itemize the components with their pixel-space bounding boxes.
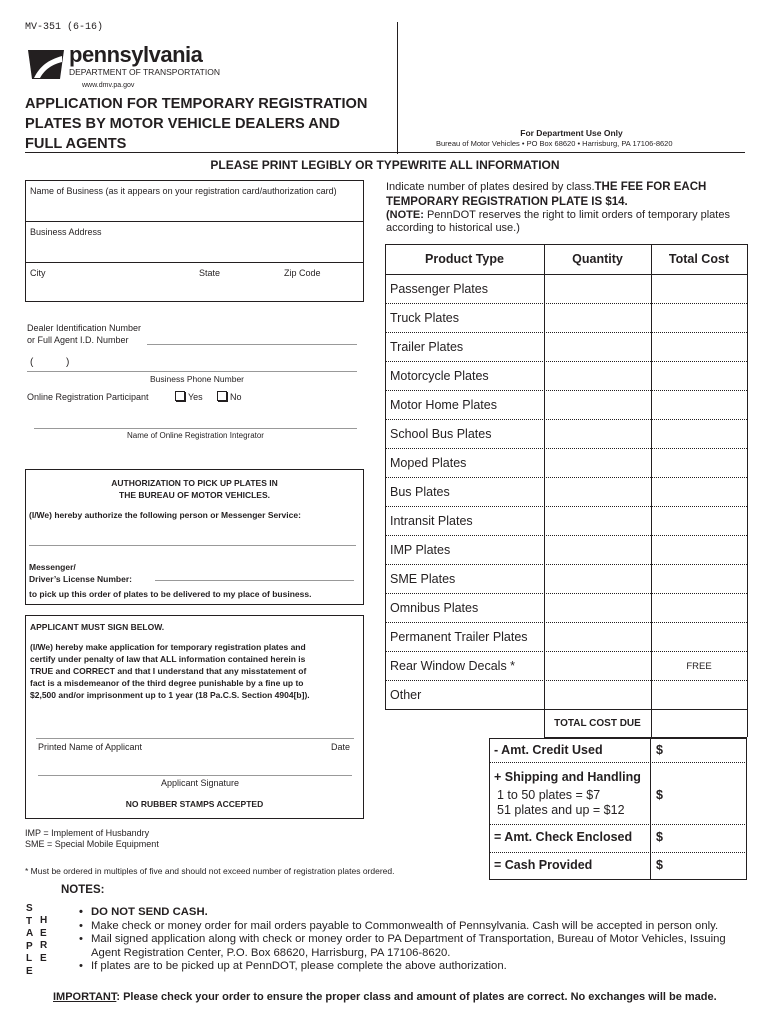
check-dollar: $ bbox=[656, 830, 663, 844]
staple-col-1 bbox=[26, 903, 33, 978]
quantity-input[interactable] bbox=[546, 392, 649, 417]
order-fee-text: THE FEE FOR EACH bbox=[594, 181, 707, 193]
license-number-input[interactable] bbox=[155, 580, 354, 581]
staple-letter: H bbox=[40, 915, 48, 926]
note-label: (NOTE: bbox=[386, 209, 424, 221]
no-label: No bbox=[230, 392, 242, 402]
product-type-cell: Trailer Plates bbox=[390, 340, 464, 354]
product-type-cell: Moped Plates bbox=[390, 456, 467, 470]
brand-name: pennsylvania bbox=[69, 42, 203, 67]
integrator-input[interactable] bbox=[34, 428, 357, 429]
authorization-title bbox=[25, 477, 364, 501]
no-checkbox[interactable] bbox=[217, 391, 227, 401]
product-type-cell: School Bus Plates bbox=[390, 427, 492, 441]
online-no-option[interactable] bbox=[217, 391, 242, 402]
notes-title: NOTES: bbox=[61, 884, 105, 896]
signature-label: Applicant Signature bbox=[160, 778, 240, 788]
business-name-label: Name of Business (as it appears on your registration card/authorization card) bbox=[30, 186, 337, 196]
date-label: Date bbox=[331, 742, 351, 752]
printed-name-label: Printed Name of Applicant bbox=[38, 742, 143, 752]
note-text: PennDOT reserves the right to limit orders of temporary plates bbox=[423, 209, 730, 221]
cash-dollar: $ bbox=[656, 858, 663, 872]
dealer-id-input[interactable] bbox=[147, 344, 357, 345]
certification-text bbox=[30, 641, 310, 701]
form-title bbox=[25, 94, 367, 154]
title-line: APPLICATION FOR TEMPORARY REGISTRATION bbox=[25, 96, 368, 112]
note-text-2: according to historical use.) bbox=[386, 222, 520, 234]
license-label-line: Driver’s License Number: bbox=[29, 574, 132, 584]
note-item: • If plates are to be picked up at PennDOT, please complete the above authorization. bbox=[79, 960, 739, 974]
credit-dollar: $ bbox=[656, 743, 663, 757]
quantity-input[interactable] bbox=[546, 682, 649, 707]
quantity-input[interactable] bbox=[546, 363, 649, 388]
quantity-input[interactable] bbox=[546, 421, 649, 446]
credit-used-label: - Amt. Credit Used bbox=[494, 743, 603, 757]
quantity-input[interactable] bbox=[546, 653, 649, 678]
no-stamps-label: NO RUBBER STAMPS ACCEPTED bbox=[125, 799, 264, 809]
quantity-input[interactable] bbox=[546, 566, 649, 591]
title-line: FULL AGENTS bbox=[25, 136, 127, 152]
certification-line: (I/We) hereby make application for temporary registration plates and bbox=[30, 642, 306, 652]
product-type-cell: Motor Home Plates bbox=[390, 398, 497, 412]
staple-letter: E bbox=[26, 965, 33, 977]
product-type-cell: Permanent Trailer Plates bbox=[390, 630, 528, 644]
certification-line: certify under penalty of law that ALL information contained herein is bbox=[30, 654, 306, 664]
staple-letter: E bbox=[40, 952, 47, 964]
signature-input[interactable] bbox=[38, 775, 352, 776]
product-type-cell: IMP Plates bbox=[390, 543, 451, 557]
authorization-statement: (I/We) hereby authorize the following person or Messenger Service: bbox=[29, 510, 301, 520]
important-text: : Please check your order to ensure the proper class and amount of plates are correct. No exchanges will be made. bbox=[116, 991, 717, 1003]
certification-line: $2,500 and/or imprisonment up to 1 year (18 Pa.C.S. Section 4904[b]). bbox=[30, 690, 310, 700]
online-yes-option[interactable] bbox=[175, 391, 203, 402]
table-header: Total Cost bbox=[668, 252, 730, 266]
staple-letter: R bbox=[40, 940, 48, 951]
dealer-id-label-2: or Full Agent I.D. Number bbox=[27, 335, 129, 345]
shipping-label: + Shipping and Handling bbox=[494, 770, 641, 784]
staple-letter: S bbox=[26, 903, 33, 914]
messenger-service-input[interactable] bbox=[29, 545, 356, 546]
title-line: PLATES BY MOTOR VEHICLE DEALERS AND bbox=[25, 116, 340, 132]
sme-abbrev: SME = Special Mobile Equipment bbox=[25, 839, 159, 849]
table-header: Quantity bbox=[572, 252, 623, 266]
product-type-cell: Passenger Plates bbox=[390, 282, 488, 296]
table-header: Product Type bbox=[425, 252, 504, 266]
phone-input[interactable] bbox=[27, 371, 357, 372]
ship-rate-2: 51 plates and up = $12 bbox=[497, 803, 625, 817]
total-cost-cell: FREE bbox=[686, 661, 712, 672]
authorization-title-line: AUTHORIZATION TO PICK UP PLATES IN bbox=[111, 478, 278, 488]
product-type-cell: Omnibus Plates bbox=[390, 601, 479, 615]
brand-dept: DEPARTMENT OF TRANSPORTATION bbox=[69, 67, 220, 77]
yes-label: Yes bbox=[188, 392, 203, 402]
quantity-input[interactable] bbox=[546, 305, 649, 330]
product-type-cell: Intransit Plates bbox=[390, 514, 473, 528]
business-address-input[interactable] bbox=[30, 237, 358, 259]
city-label: City bbox=[30, 268, 46, 278]
abbreviations bbox=[25, 828, 159, 850]
quantity-input[interactable] bbox=[546, 624, 649, 649]
dealer-id-label-1: Dealer Identification Number bbox=[27, 323, 142, 333]
brand-url: www.dmv.pa.gov bbox=[82, 82, 135, 89]
cash-provided-label: = Cash Provided bbox=[494, 858, 593, 872]
ship-rate-1: 1 to 50 plates = $7 bbox=[497, 788, 601, 802]
imp-abbrev: IMP = Implement of Husbandry bbox=[25, 828, 150, 838]
quantity-input[interactable] bbox=[546, 450, 649, 475]
order-fee-amount: TEMPORARY REGISTRATION PLATE IS $14. bbox=[386, 196, 628, 208]
quantity-input[interactable] bbox=[546, 276, 649, 301]
city-state-zip-input[interactable] bbox=[30, 278, 358, 298]
keystone-logo-icon bbox=[26, 46, 66, 80]
product-type-cell: SME Plates bbox=[390, 572, 456, 586]
form-id: MV-351 (6-16) bbox=[25, 22, 104, 33]
product-type-cell: Truck Plates bbox=[390, 311, 460, 325]
quantity-input[interactable] bbox=[546, 479, 649, 504]
zip-label: Zip Code bbox=[284, 268, 321, 278]
order-intro bbox=[386, 179, 751, 209]
phone-paren-open: ( bbox=[30, 357, 34, 368]
business-name-input[interactable] bbox=[30, 196, 358, 218]
yes-checkbox[interactable] bbox=[175, 391, 185, 401]
order-intro-text: Indicate number of plates desired by class. bbox=[386, 181, 595, 193]
phone-label: Business Phone Number bbox=[149, 374, 245, 384]
staple-col-2 bbox=[40, 915, 47, 965]
certification-line: fact is a misdemeanor of the third degree punishable by a fine up to bbox=[30, 678, 304, 688]
quantity-input[interactable] bbox=[546, 595, 649, 620]
check-enclosed-label: = Amt. Check Enclosed bbox=[494, 830, 633, 844]
certification-line: TRUE and CORRECT and that I understand that any misstatement of bbox=[30, 666, 307, 676]
state-label: State bbox=[199, 268, 221, 278]
staple-letter: E bbox=[40, 927, 47, 939]
dept-use-label: For Department Use Only bbox=[520, 128, 623, 138]
printed-name-input[interactable] bbox=[36, 738, 354, 739]
important-label: IMPORTANT bbox=[53, 991, 117, 1003]
quantity-input[interactable] bbox=[546, 508, 649, 533]
total-cost-due-input[interactable] bbox=[653, 711, 745, 735]
staple-letter: T bbox=[26, 915, 33, 927]
footnote: * Must be ordered in multiples of five and should not exceed number of registration plates ordered. bbox=[25, 866, 395, 876]
staple-letter: P bbox=[26, 940, 33, 952]
order-note bbox=[386, 209, 730, 235]
quantity-input[interactable] bbox=[546, 537, 649, 562]
product-type-cell: Motorcycle Plates bbox=[390, 369, 489, 383]
note-item: • Mail signed application along with check or money order to PA Department of Transportation, Bureau of Motor Vehicles, Issuing Agent Registration Center, P.O. Box 68620, Harrisburg, PA 17106-8620. bbox=[79, 933, 739, 960]
note-item: • Make check or money order for mail orders payable to Commonwealth of Pennsylvania. Cash will be accepted in person only. bbox=[79, 920, 739, 934]
print-instruction: PLEASE PRINT LEGIBLY OR TYPEWRITE ALL INFORMATION bbox=[210, 158, 560, 172]
note-item: • DO NOT SEND CASH. bbox=[79, 906, 739, 920]
product-type-cell: Bus Plates bbox=[390, 485, 450, 499]
pickup-statement: to pick up this order of plates to be delivered to my place of business. bbox=[29, 589, 312, 599]
product-type-cell: Rear Window Decals * bbox=[390, 659, 516, 673]
important-notice bbox=[53, 991, 717, 1003]
phone-paren-close: ) bbox=[66, 357, 70, 368]
integrator-label: Name of Online Registration Integrator bbox=[127, 431, 264, 440]
total-cost-due-label: TOTAL COST DUE bbox=[554, 718, 641, 729]
authorization-title-line: THE BUREAU OF MOTOR VEHICLES. bbox=[119, 490, 270, 500]
messenger-label bbox=[29, 561, 132, 585]
messenger-label-line: Messenger/ bbox=[29, 562, 76, 572]
shipping-dollar: $ bbox=[656, 788, 663, 802]
notes-list bbox=[79, 906, 739, 974]
business-address-label: Business Address bbox=[30, 227, 102, 237]
product-type-cell: Other bbox=[390, 688, 422, 702]
online-participant-label: Online Registration Participant bbox=[27, 392, 149, 402]
must-sign-label: APPLICANT MUST SIGN BELOW. bbox=[30, 622, 165, 632]
quantity-input[interactable] bbox=[546, 334, 649, 359]
staple-letter: L bbox=[26, 953, 33, 964]
staple-letter: A bbox=[26, 928, 34, 939]
dept-use-address: Bureau of Motor Vehicles • PO Box 68620 • Harrisburg, PA 17106-8620 bbox=[436, 139, 673, 148]
